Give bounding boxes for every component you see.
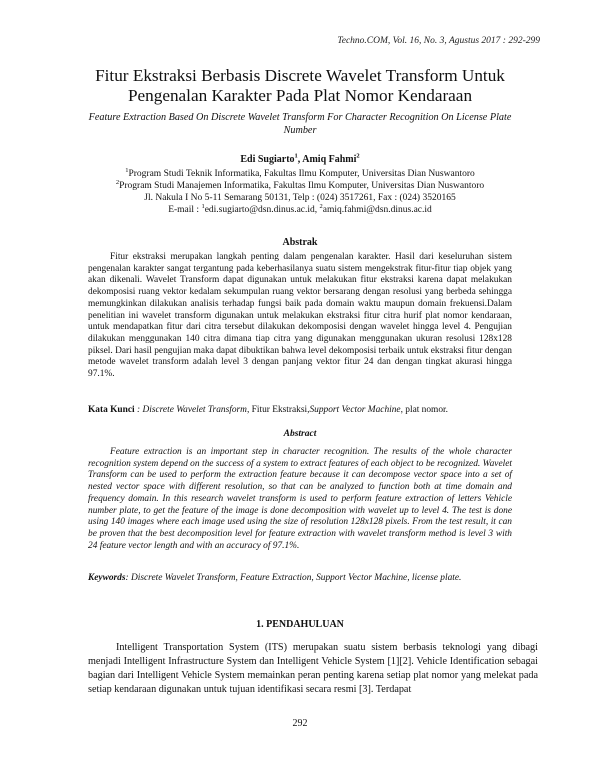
- abstract-paragraph: Feature extraction is an important step in character recognition. The results of the whole character recognition system depend on the success of a system to extract features of each object to be recognized. Wavelet Transform can be used to perform the extraction feature because it can decompose vector space into a set of nested vector space with different resolution, so that can be analyzed to function both at time domain and frequency domain. In this research wavelet transform is used to perform feature extraction of letters Vehicle number plate, to get the feature of the image is done decomposition with wavelet up to level 4. The test is done using 140 images where each image used using the size of resolution 128x128 pixels. From the test result, it can be proven that the best decomposition level for feature extraction with wavelet transform method is level 3 with 24 feature vector length and with an accuracy of 97.1%.: [88, 447, 512, 551]
- title-line-1: Fitur Ekstraksi Berbasis Discrete Wavelet Transform Untuk: [95, 66, 505, 85]
- author-line: [0, 154, 600, 165]
- author-1: Edi Sugiarto: [240, 154, 295, 165]
- email-2: amiq.fahmi@dsn.dinus.ac.id: [322, 205, 432, 215]
- english-title: Feature Extraction Based On Discrete Wavelet Transform For Character Recognition On License Plate Number: [88, 112, 512, 136]
- kata-kunci-label: Kata Kunci: [88, 405, 135, 415]
- email-line: E-mail : $^1$edi.sugiarto@dsn.dinus.ac.id, $^2$amiq.fahmi@dsn.dinus.ac.id: [168, 202, 432, 215]
- author-1-sup: 1: [294, 152, 298, 160]
- section-1-heading: 1. PENDAHULUAN: [256, 619, 344, 630]
- affiliation-2: $^2$Program Studi Manajemen Informatika, Fakultas Ilmu Komputer, Universitas Dian Nuswantoro: [115, 178, 485, 191]
- kata-kunci-line: Kata Kunci : Discrete Wavelet Transform, Fitur Ekstraksi,Support Vector Machine, plat nomor.: [88, 405, 448, 415]
- abstrak-paragraph: Fitur ekstraksi merupakan langkah penting dalam pengenalan karakter. Hasil dari keseluruhan sistem pengenalan karakter sangat tergantung pada keberhasilanya suatu sistem mengekstrak fitur-fitur tiap objek yang akan dikenali. Wavelet Transform dapat digunakan untuk melakukan fitur ekstraksi karena dapat melakukan dekomposisi ruang vektor kedalam sekumpulan ruang vektor bersarang dengan resolusi yang berbeda sehingga memungkinkan dilakukan analisis terhadap fungsi baik pada domain waktu maupun domain frekuensi.Dalam penelitian ini wavelet transform digunakan untuk melakukan ekstraksi fitur citra hurif plat nomor kendaraan, untuk mendapatkan fitur dari citra tersebut dilakukan dekomposisi dengan wavelet hingga level 4. Pengujian dilakukan menggunakan 140 citra dimana tiap citra yang digunakan menggunakan ukuran resolusi 128x128 piksel. Dari hasil pengujian maka dapat dibuktikan bahwa level dekomposisi terbaik untuk ekstraksi fitur dengan metode wavelet transform adalah level 3 dengan panjang vektor fitur 24 dan dengan tingkat akurasi hingga 97.1%.: [88, 252, 512, 380]
- abstrak-heading: Abstrak: [282, 237, 318, 248]
- abstract-heading: Abstract: [283, 429, 317, 439]
- affiliation-1: $^1$Program Studi Teknik Informatika, Fakultas Ilmu Komputer, Universitas Dian Nuswantoro: [125, 166, 475, 179]
- address-line: Jl. Nakula I No 5-11 Semarang 50131, Telp : (024) 3517261, Fax : (024) 3520165: [144, 193, 456, 203]
- email-1: edi.sugiarto@dsn.dinus.ac.id,: [204, 205, 320, 215]
- journal-header: Techno.COM, Vol. 16, No. 3, Agustus 2017 : 292-299: [337, 36, 540, 46]
- title-line-2: Pengenalan Karakter Pada Plat Nomor Kendaraan: [127, 86, 473, 105]
- paper-title: [60, 66, 540, 106]
- affiliation-2-sup: 2: [115, 178, 120, 186]
- affiliation-1-sup: 1: [125, 166, 129, 174]
- page-number: 292: [292, 718, 308, 729]
- keywords-line: Keywords: Discrete Wavelet Transform, Feature Extraction, Support Vector Machine, license plate.: [88, 573, 462, 583]
- author-2: Amiq Fahmi: [302, 154, 357, 165]
- author-separator: ,: [297, 154, 303, 165]
- keywords-label: Keywords: [88, 573, 126, 583]
- author-2-sup: 2: [356, 152, 360, 160]
- section-1-paragraph: Intelligent Transportation System (ITS) merupakan suatu sistem berbasis teknologi yang dibagi menjadi Intelligent Infrastructure System dan Intelligent Vehicle System [1][2]. Vehicle Identification sebagai bagian dari Intelligent Vehicle System memainkan peran penting karena setiap plat nomor yang melekat pada setiap kendaraan digunakan untuk tujuan identifikasi secara resmi [3]. Terdapat: [88, 642, 538, 695]
